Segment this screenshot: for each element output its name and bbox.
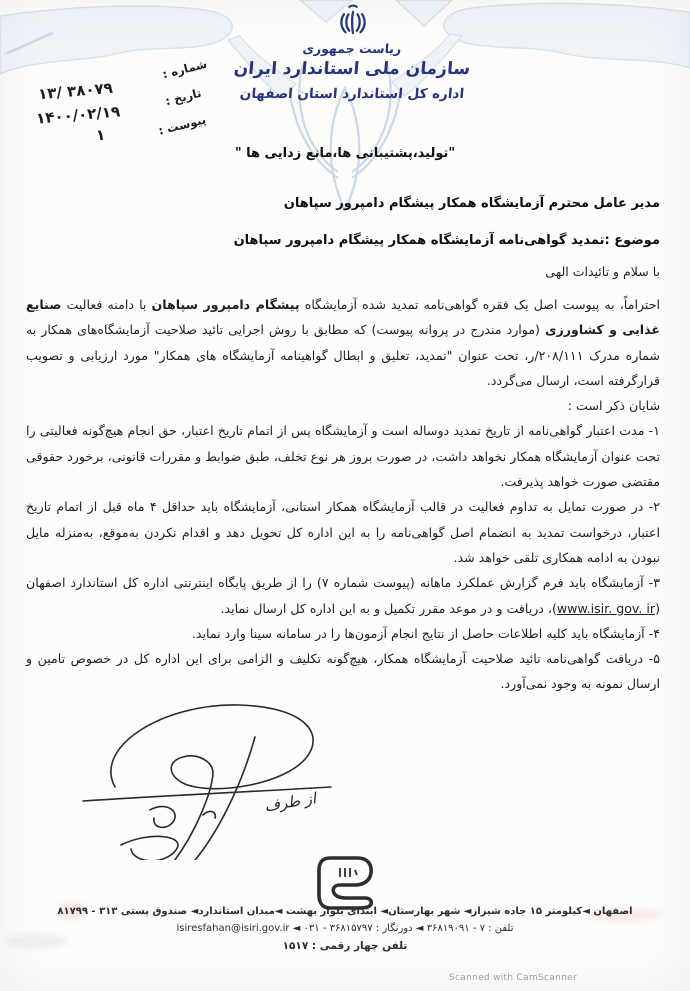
note-1: ۱- مدت اعتبار گواهی‌نامه از تاریخ تمدید دوساله است و آزمایشگاه پس از اتمام تاریخ اعتبار، حق انجام هیچ‌گونه فعالیتی را تحت عنوان آزمایشگاه همکار نخواهد داشت، در صورت بروز هر نوع تخلف، طبق ضوابط و مقررات قانونی، برخورد حقوقی مقتضی صورت خواهد پذیرفت. [26, 423, 660, 490]
scope-bold: صنایع غذایی و کشاورزی [26, 297, 660, 338]
number-value: ۱۳/ ۳۸۰۷۹ [37, 78, 114, 104]
on-behalf-handwriting: از طرف [263, 789, 318, 816]
letter-body [26, 292, 660, 697]
signature-scribble [55, 695, 415, 860]
header-organization: سازمان ملی استاندارد ایران [232, 59, 471, 79]
iran-emblem-icon [338, 4, 368, 38]
intro-paragraph [26, 292, 660, 393]
header-provincial-office: اداره کل استاندارد استان اصفهان [239, 86, 465, 102]
notes-heading: شایان ذکر است : [567, 398, 660, 414]
date-label: تاریخ : [163, 85, 203, 109]
footer-contact: تلفن : ۷ - ۳۶۸۱۹۰۹۱ ◄ دورنگار : ۳۶۸۱۵۷۹۷ - ۰۳۱ ◄ isiresfahan@isiri.gov.ir [176, 923, 514, 934]
intro-text-3: (موارد مندرج در پروانه پیوست) که مطابق با روش اجرایی تائید صلاحیت آزمایشگاه‌های همکار به شماره مدرک ۲۰۸/۱۱۱/ر، تحت عنوان "تمدید، تعلیق و ابطال گواهینامه آزمایشگاه های همکار" مورد ارزیابی و تصویب قرارگرفته است، ارسال می‌گردد. [26, 322, 660, 388]
number-label: شماره : [160, 56, 209, 82]
note-5: ۵- دریافت گواهی‌نامه تائید صلاحیت آزمایشگاه همکار، هیچ‌گونه تکلیف و الزامی برای این اداره کل در خصوص تامین و ارسال نمونه به وجود نمی‌آورد. [26, 651, 660, 692]
footer-address: اصفهان ◄کیلومتر ۱۵ جاده شیراز◄ شهر بهارستان◄ ابتدای بلوار بهشت ◄میدان استاندارد◄ صندوق پستی ۳۱۳ - ۸۱۷۹۹ [57, 906, 633, 917]
intro-text-1: احتراماً، به پیوست اصل یک فقره گواهی‌نامه تمدید شده آزمایشگاه [299, 297, 660, 312]
year-slogan: "تولید،پشتیبانی ها،مانع زدایی ها " [234, 146, 456, 161]
note-3-text: ۳- آزمایشگاه باید فرم گزارش عملکرد ماهانه (پیوست شماره ۷) را از طریق پایگاه اینترنتی اداره کل استاندارد اصفهان ( [26, 575, 660, 616]
note-2: ۲- در صورت تمایل به تداوم فعالیت در قالب آزمایشگاه همکار استانی، آزمایشگاه باید حداقل ۴ ماه قبل از اتمام تاریخ اعتبار، درخواست تمدید به انضمام اصل گواهی‌نامه را به این اداره کل تحویل دهد و اقدام نکردن به‌موقع، به‌منزله مایل نبودن به ادامه همکاری تلقی خواهد شد. [26, 499, 660, 565]
header-presidency: ریاست جمهوری [302, 41, 402, 56]
camscanner-watermark: Scanned with CamScanner [449, 973, 577, 983]
note-3-text-end: )، دریافت و در موعد مقرر تکمیل و به این اداره کل ارسال نماید. [220, 600, 557, 616]
footer-short-phone: تلفن چهار رقمی : ۱۵۱۷ [282, 940, 408, 952]
attachment-label: پیوست : [157, 112, 208, 138]
website-url: www.isir. gov. ir [556, 600, 656, 616]
recipient-line: مدیر عامل محترم آزمایشگاه همکار پیشگام دامپرور سپاهان [283, 196, 660, 211]
isiri-logo-icon [313, 851, 377, 913]
salutation-line: با سلام و تائیدات الهی [545, 264, 660, 279]
intro-text-2: با دامنه فعالیت [61, 297, 152, 312]
lab-name-bold: پیشگام دامپرور سپاهان [151, 297, 300, 312]
attachment-value: ۱ [95, 125, 106, 145]
letter-meta-block [12, 56, 209, 158]
note-3 [26, 570, 660, 621]
note-4: ۴- آزمایشگاه باید کلیه اطلاعات حاصل از نتایج انجام آزمون‌ها را در سامانه سینا وارد نماید. [191, 625, 660, 641]
subject-line: موضوع :تمدید گواهی‌نامه آزمایشگاه همکار پیشگام دامپرور سپاهان [233, 233, 660, 248]
date-value: ۱۴۰۰/۰۲/۱۹ [35, 102, 121, 128]
